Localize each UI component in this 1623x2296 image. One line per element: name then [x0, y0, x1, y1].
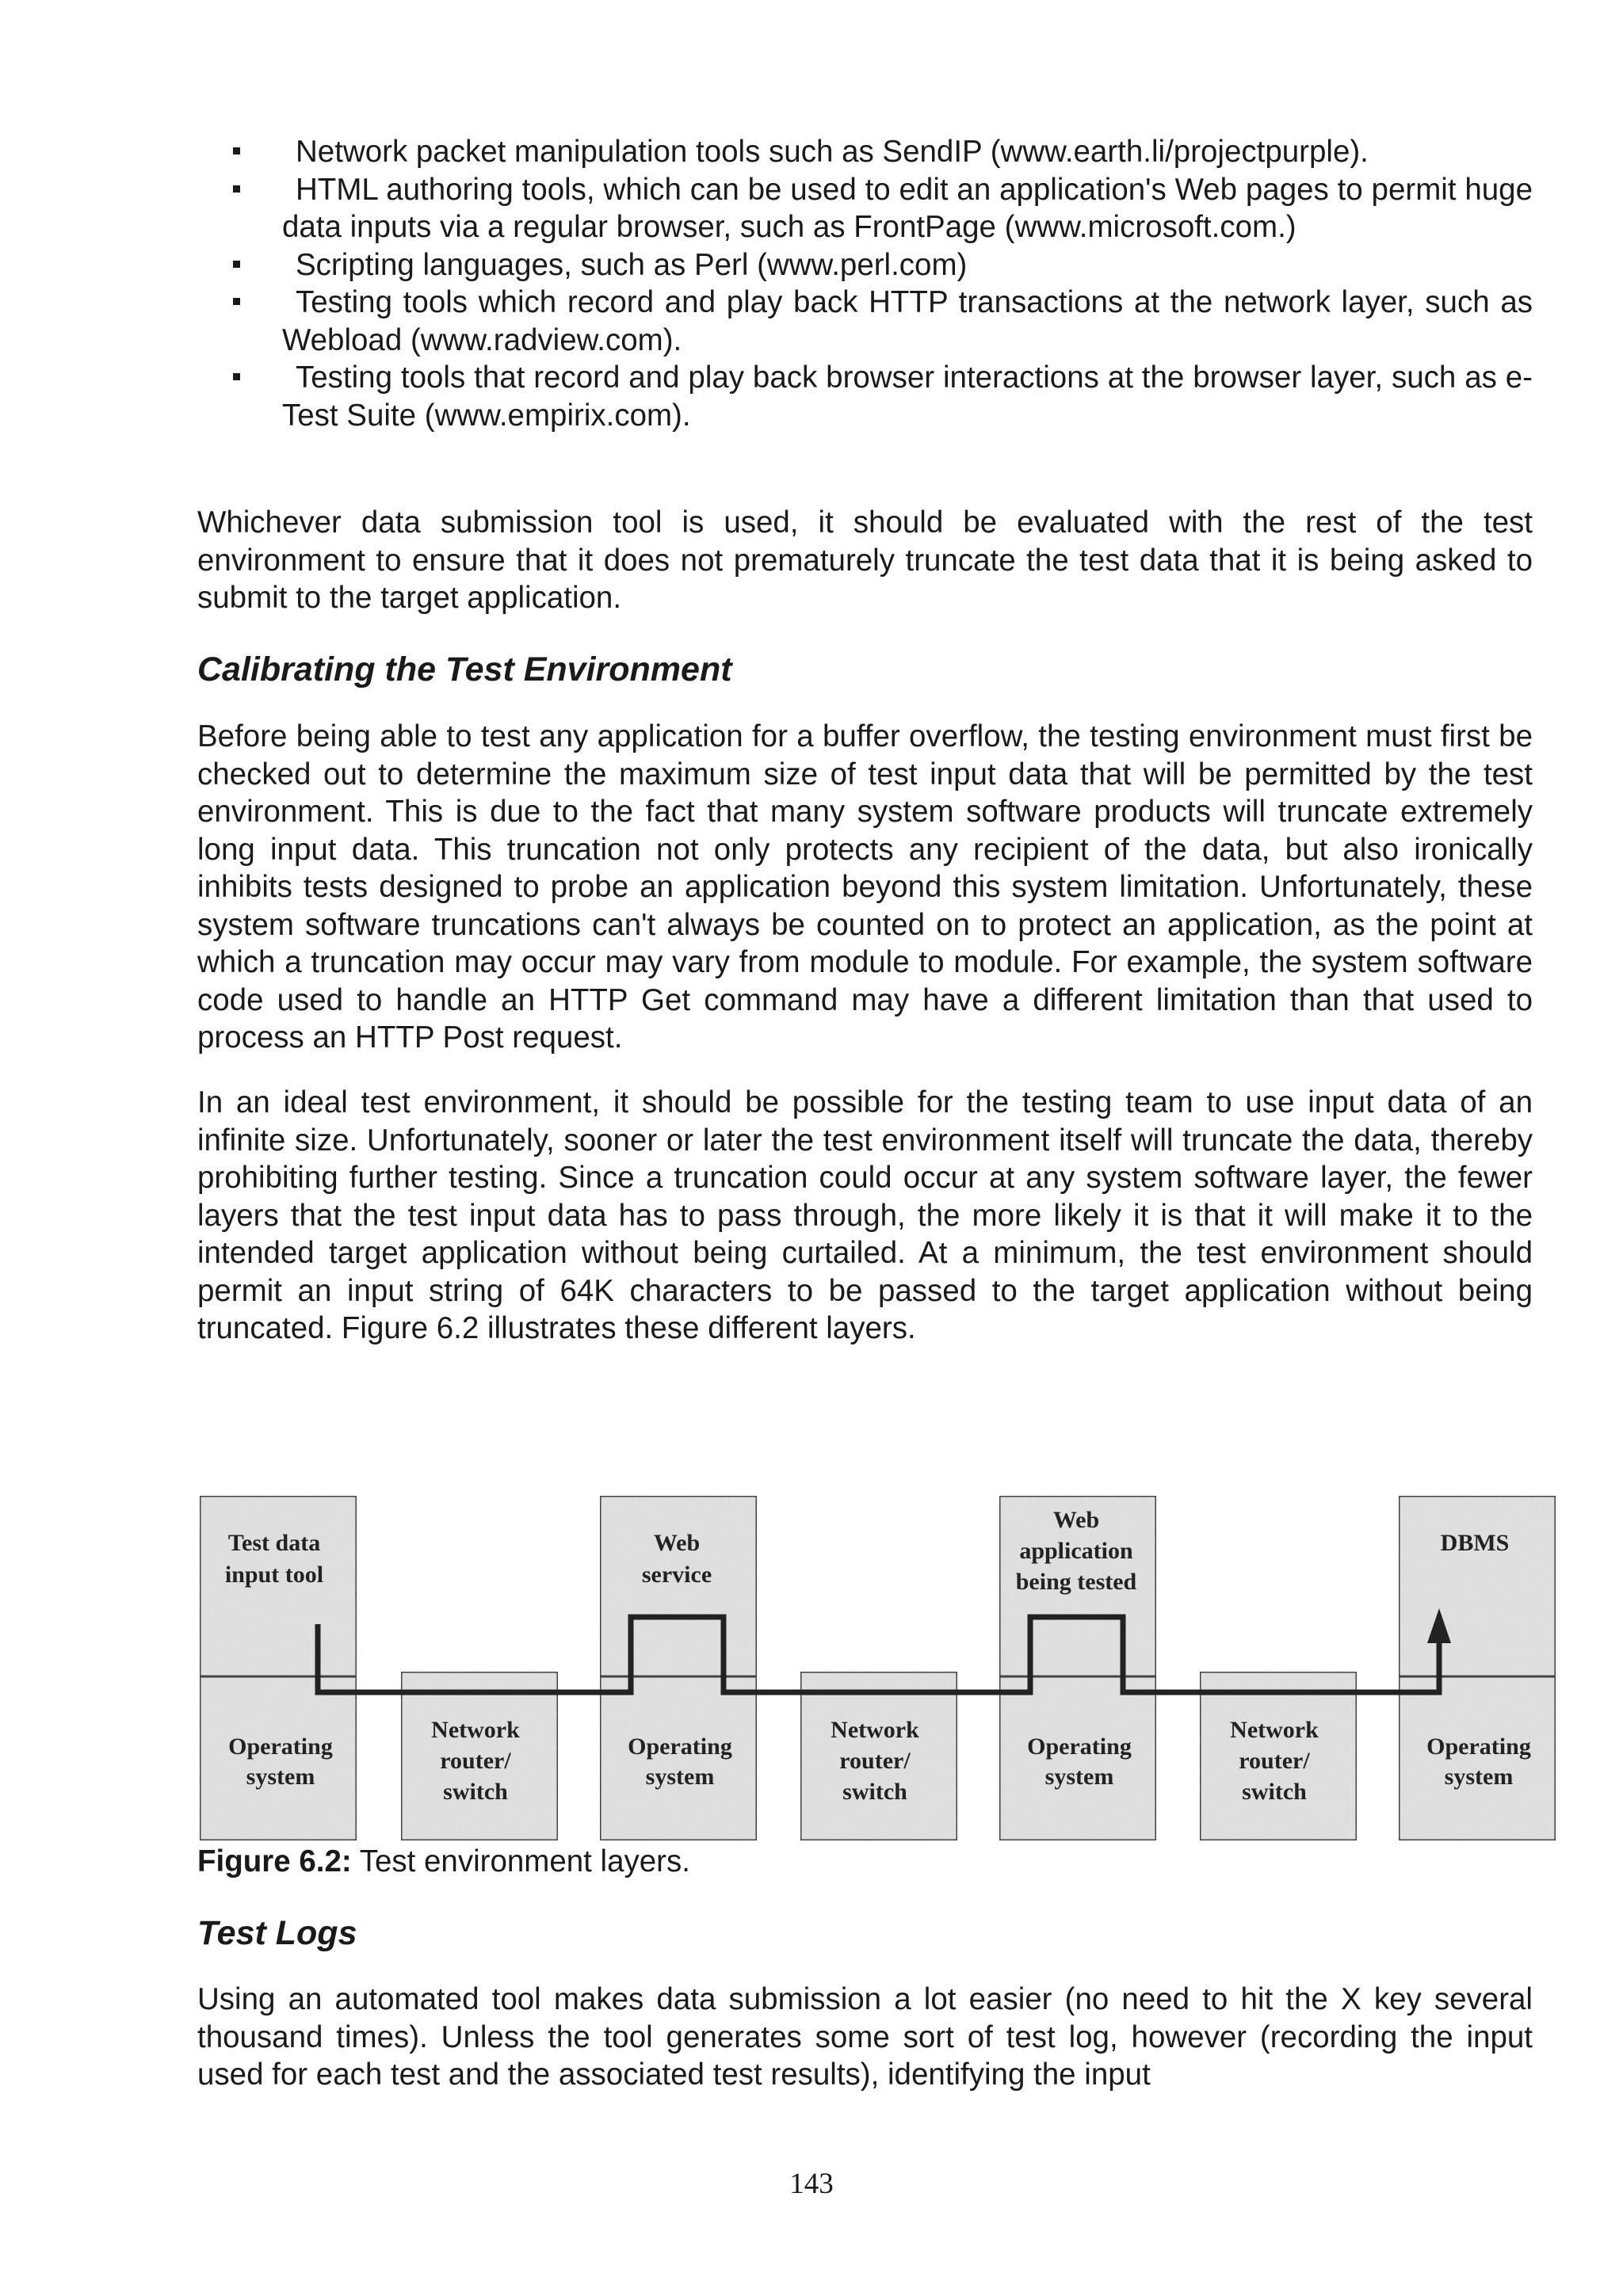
calibrating-paragraph-2: In an ideal test environment, it should be possible for the testing team to use input data of an infinite size. Unfortunately, sooner or later the test environment itself will truncate the data, thereby prohibiting further testing. Since a truncation could occur at any system software layer, the fewer layers that the test input data has to pass through, the more likely it is that it will make it to the intended target application without being curtailed. At a minimum, the test environment should permit an input string of 64K characters to be passed to the target application without being truncated. Figure 6.2 illustrates these different layers. — [197, 1085, 1533, 1345]
os-label-2: system — [246, 1764, 315, 1790]
router-label-2: router/ — [839, 1748, 911, 1774]
intro-paragraph: Whichever data submission tool is used, it should be evaluated with the rest of the test environment to ensure that it does not prematurely truncate the test data that it is being asked to submit to the target application. — [197, 505, 1533, 615]
os-label-1: Operating — [1426, 1733, 1531, 1760]
router-label-3: switch — [842, 1779, 907, 1805]
router-label-2: router/ — [440, 1748, 511, 1774]
page-number: 143 — [789, 2168, 834, 2200]
calibrating-paragraph-1: Before being able to test any application for a buffer overflow, the testing environment must first be checked out to determine the maximum size of test input data that will be permitted by the test environment. This is due to the fact that many system software products will truncate extremely long input data. This truncation not only protects any recipient of the data, but also ironically inhibits tests designed to probe an application beyond this system limitation. Unfortunately, these system software truncations can't always be counted on to protect an application, as the point at which a truncation may occur may vary from module to module. For example, the system software code used to handle an HTTP Get command may have a different limitation than that used to process an HTTP Post request. — [197, 719, 1533, 1055]
router-label-1: Network — [431, 1717, 520, 1743]
bullet-item — [233, 133, 1533, 171]
router-label-1: Network — [1230, 1717, 1319, 1743]
web-service-label-2: service — [641, 1562, 712, 1588]
dbms-column — [1399, 1496, 1556, 1840]
test-data-tool-column — [200, 1496, 357, 1840]
router-label-1: Network — [831, 1717, 919, 1743]
dbms-label: DBMS — [1440, 1530, 1510, 1556]
web-service-column — [600, 1496, 757, 1840]
test-data-tool-label-2: input tool — [224, 1562, 324, 1588]
bullet-text: HTML authoring tools, which can be used to edit an application's Web pages to permit huge data inputs via a regular browser, such as FrontPage (www.microsoft.com.) — [282, 172, 1533, 244]
os-label-2: system — [1444, 1764, 1514, 1790]
bullet-item — [233, 171, 1533, 246]
heading-calibrating: Calibrating the Test Environment — [197, 650, 732, 688]
router-label-3: switch — [443, 1779, 508, 1805]
bullet-item — [233, 359, 1533, 434]
dbms-box — [1399, 1496, 1556, 1676]
web-application-column — [999, 1496, 1156, 1840]
figure-caption — [197, 1843, 690, 1880]
test-environment-layers-figure — [190, 1489, 1569, 1854]
web-app-label-1: Web — [1052, 1507, 1100, 1533]
bullet-item — [233, 246, 1533, 284]
bullet-text: Scripting languages, such as Perl (www.perl.com) — [296, 247, 968, 282]
heading-test-logs: Test Logs — [197, 1914, 357, 1952]
os-label-2: system — [1044, 1764, 1114, 1790]
figure-caption-label: Figure 6.2: — [197, 1844, 352, 1878]
web-service-label-1: Web — [653, 1530, 701, 1556]
tool-bullet-list — [233, 133, 1533, 434]
figure-caption-text: Test environment layers. — [351, 1844, 690, 1878]
bullet-item — [233, 284, 1533, 359]
bullet-text: Network packet manipulation tools such as SendIP (www.earth.li/projectpurple). — [296, 135, 1369, 169]
web-app-label-2: application — [1019, 1538, 1133, 1564]
bullet-text: Testing tools that record and play back browser interactions at the browser layer, such as e-Test Suite (www.empirix.com). — [282, 360, 1533, 433]
os-label-1: Operating — [628, 1733, 732, 1760]
network-router-3 — [1200, 1672, 1357, 1840]
network-router-1 — [401, 1672, 558, 1840]
router-label-3: switch — [1242, 1779, 1307, 1805]
router-label-2: router/ — [1239, 1748, 1310, 1774]
test-data-tool-label-1: Test data — [227, 1530, 321, 1556]
web-app-label-3: being tested — [1015, 1569, 1137, 1595]
bullet-text: Testing tools which record and play back HTTP transactions at the network layer, such as Webload (www.radview.com). — [282, 285, 1533, 357]
test-logs-paragraph: Using an automated tool makes data submission a lot easier (no need to hit the X key several thousand times). Unless the tool generates some sort of test log, however (recording the input used for each test and the associated test results), identifying the input — [197, 1982, 1533, 2092]
os-label-1: Operating — [228, 1733, 333, 1760]
os-label-1: Operating — [1027, 1733, 1132, 1760]
network-router-2 — [800, 1672, 957, 1840]
os-label-2: system — [645, 1764, 715, 1790]
